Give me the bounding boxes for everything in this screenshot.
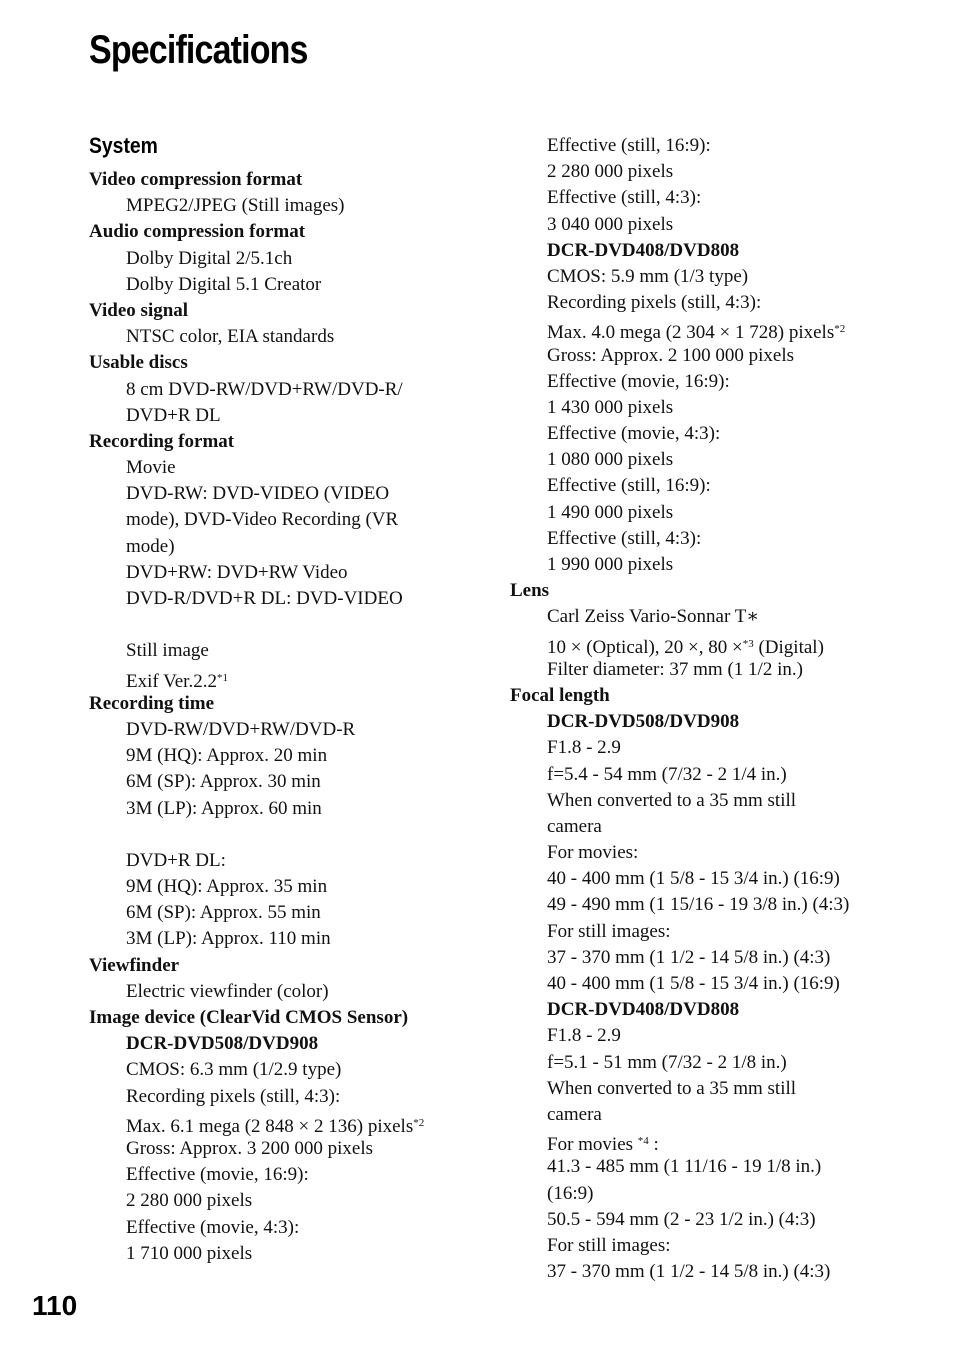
line-text: Effective (still, 4:3): xyxy=(547,187,702,209)
model-subheading xyxy=(510,238,930,264)
spec-value-line xyxy=(89,717,489,743)
spec-value-line xyxy=(89,246,489,272)
line-text: f=5.4 - 54 mm (7/32 - 2 1/4 in.) xyxy=(547,763,787,785)
line-text: Effective (movie, 16:9): xyxy=(547,370,730,392)
line-text: Max. 6.1 mega (2 848 × 2 136) pixels xyxy=(126,1115,414,1137)
line-text: Video compression format xyxy=(89,169,303,190)
line-text: DCR-DVD508/DVD908 xyxy=(126,1033,319,1055)
spec-value-line xyxy=(510,1102,930,1128)
spec-value-line xyxy=(510,762,930,788)
spec-value-line xyxy=(89,769,489,795)
line-text: Filter diameter: 37 mm (1 1/2 in.) xyxy=(547,658,803,680)
spec-value-line xyxy=(89,272,489,298)
line-text: Effective (still, 4:3): xyxy=(547,527,702,549)
spec-value-line xyxy=(510,421,930,447)
line-text: F1.8 - 2.9 xyxy=(547,737,621,759)
line-text: mode) xyxy=(126,535,175,557)
footnote-marker: *2 xyxy=(834,323,846,336)
line-text: 1 490 000 pixels xyxy=(547,501,674,523)
line-text: MPEG2/JPEG (Still images) xyxy=(126,195,345,217)
line-text: 37 - 370 mm (1 1/2 - 14 5/8 in.) (4:3) xyxy=(547,1261,831,1283)
line-text: DCR-DVD408/DVD808 xyxy=(547,999,740,1021)
line-text: 2 280 000 pixels xyxy=(547,161,674,183)
spec-value-line xyxy=(89,900,489,926)
spec-value-line xyxy=(510,892,930,918)
line-text: 41.3 - 485 mm (1 11/16 - 19 1/8 in.) xyxy=(547,1156,822,1178)
line-text: Gross: Approx. 3 200 000 pixels xyxy=(126,1137,373,1159)
line-text: Recording time xyxy=(89,692,215,714)
spec-label xyxy=(89,167,489,193)
line-text: Audio compression format xyxy=(89,221,306,243)
line-text: (16:9) xyxy=(547,1182,594,1204)
line-text: 3M (LP): Approx. 60 min xyxy=(126,797,322,819)
spec-value-line xyxy=(89,507,489,533)
line-text: DVD+R DL xyxy=(126,404,221,426)
spec-value-line xyxy=(510,1076,930,1102)
line-text: Effective (movie, 4:3): xyxy=(547,423,721,445)
spec-value-line xyxy=(510,735,930,761)
spec-value-line xyxy=(89,455,489,481)
spec-value-line xyxy=(510,1050,930,1076)
page-title: Specifications xyxy=(89,28,308,72)
footnote-marker: *2 xyxy=(413,1116,425,1129)
footnote-marker: *3 xyxy=(742,637,754,650)
line-text: DVD+R DL: xyxy=(126,849,226,871)
spec-value-line xyxy=(89,1215,489,1241)
line-text: 9M (HQ): Approx. 20 min xyxy=(126,745,328,767)
spec-label xyxy=(89,298,489,324)
spec-value-line xyxy=(510,1259,930,1285)
line-text: When converted to a 35 mm still xyxy=(547,789,797,811)
line-text-suffix: (Digital) xyxy=(753,636,824,658)
line-text: Still image xyxy=(126,640,209,662)
spec-value-line xyxy=(510,133,930,159)
spec-value-line xyxy=(510,788,930,814)
line-text: Recording pixels (still, 4:3): xyxy=(126,1085,341,1107)
line-text: 40 - 400 mm (1 5/8 - 15 3/4 in.) (16:9) xyxy=(547,868,840,890)
spec-value-line xyxy=(89,1188,489,1214)
spec-value-line xyxy=(510,212,930,238)
spec-value-line xyxy=(89,1241,489,1267)
spec-value-line xyxy=(510,395,930,421)
line-text: Exif Ver.2.2 xyxy=(126,670,217,692)
line-text: camera xyxy=(547,1103,602,1125)
spec-value-line xyxy=(89,926,489,952)
line-text: 9M (HQ): Approx. 35 min xyxy=(126,876,328,898)
line-text: Effective (still, 16:9): xyxy=(547,475,711,497)
footnote-marker: *4 xyxy=(637,1135,649,1148)
spec-value-line xyxy=(510,343,930,369)
spec-value-line xyxy=(89,743,489,769)
line-text: DVD+RW: DVD+RW Video xyxy=(126,561,348,583)
spec-value-line xyxy=(510,971,930,997)
spec-label xyxy=(510,683,930,709)
spec-value-line xyxy=(89,1057,489,1083)
spec-value-line xyxy=(510,1128,930,1154)
line-text: 2 280 000 pixels xyxy=(126,1190,253,1212)
spec-value-line xyxy=(510,840,930,866)
line-text: Usable discs xyxy=(89,352,188,374)
line-text: NTSC color, EIA standards xyxy=(126,326,335,348)
spec-value-line xyxy=(510,1181,930,1207)
line-text: 3 040 000 pixels xyxy=(547,213,674,235)
spec-label xyxy=(89,953,489,979)
spec-value-line xyxy=(89,979,489,1005)
spec-value-line xyxy=(510,1233,930,1259)
line-text: 1 710 000 pixels xyxy=(126,1242,253,1264)
spec-value-line xyxy=(510,526,930,552)
spec-value-line xyxy=(510,919,930,945)
line-text: F1.8 - 2.9 xyxy=(547,1025,621,1047)
line-text: Max. 4.0 mega (2 304 × 1 728) pixels xyxy=(547,322,835,344)
line-text: Recording format xyxy=(89,430,235,452)
line-text: Effective (movie, 16:9): xyxy=(126,1164,309,1186)
spec-label xyxy=(510,578,930,604)
spec-value-line xyxy=(89,1084,489,1110)
spec-value-line xyxy=(89,377,489,403)
line-text: 1 430 000 pixels xyxy=(547,396,674,418)
line-text: 37 - 370 mm (1 1/2 - 14 5/8 in.) (4:3) xyxy=(547,946,831,968)
line-text: camera xyxy=(547,815,602,837)
spec-label xyxy=(89,350,489,376)
line-text: 50.5 - 594 mm (2 - 23 1/2 in.) (4:3) xyxy=(547,1208,816,1230)
spec-value-line xyxy=(89,874,489,900)
spec-list-right xyxy=(510,133,930,1285)
spec-value-line xyxy=(510,1207,930,1233)
spec-value-line xyxy=(510,185,930,211)
model-subheading xyxy=(510,709,930,735)
spec-value-line xyxy=(510,500,930,526)
line-text: 10 × (Optical), 20 ×, 80 × xyxy=(547,636,743,658)
spec-value-line xyxy=(510,552,930,578)
spec-value-line xyxy=(89,796,489,822)
spec-column-left xyxy=(89,133,489,1267)
spec-label xyxy=(89,219,489,245)
spec-value-line xyxy=(89,1162,489,1188)
spec-value-line xyxy=(510,473,930,499)
line-text: CMOS: 5.9 mm (1/3 type) xyxy=(547,265,749,287)
line-text: For still images: xyxy=(547,1234,671,1256)
spec-value-line xyxy=(510,264,930,290)
line-text: Effective (movie, 4:3): xyxy=(126,1216,300,1238)
model-subheading xyxy=(510,997,930,1023)
line-text: DVD-RW: DVD-VIDEO (VIDEO xyxy=(126,483,390,505)
line-text: 3M (LP): Approx. 110 min xyxy=(126,928,331,950)
line-text: Recording pixels (still, 4:3): xyxy=(547,292,762,314)
blank-line xyxy=(89,822,489,848)
line-text: f=5.1 - 51 mm (7/32 - 2 1/8 in.) xyxy=(547,1051,787,1073)
line-text: 40 - 400 mm (1 5/8 - 15 3/4 in.) (16:9) xyxy=(547,973,840,994)
line-text: DVD-RW/DVD+RW/DVD-R xyxy=(126,718,356,740)
line-text: 8 cm DVD-RW/DVD+RW/DVD-R/ xyxy=(126,378,403,400)
spec-label xyxy=(89,1005,489,1031)
line-text: 1 080 000 pixels xyxy=(547,449,674,471)
section-heading-system: System xyxy=(89,133,158,158)
line-text: Lens xyxy=(510,580,550,602)
line-text: For movies xyxy=(547,1134,638,1156)
spec-value-line xyxy=(89,560,489,586)
blank-line xyxy=(89,612,489,638)
spec-label xyxy=(89,429,489,455)
line-text: Gross: Approx. 2 100 000 pixels xyxy=(547,344,794,366)
line-text-suffix: : xyxy=(648,1134,659,1156)
line-text: Carl Zeiss Vario-Sonnar T∗ xyxy=(547,606,760,628)
line-text: Focal length xyxy=(510,684,610,706)
model-subheading xyxy=(89,1031,489,1057)
spec-value-line xyxy=(510,866,930,892)
spec-value-line xyxy=(89,193,489,219)
spec-value-line xyxy=(89,848,489,874)
line-text: DCR-DVD408/DVD808 xyxy=(547,239,740,261)
spec-value-line xyxy=(510,159,930,185)
spec-list-left xyxy=(89,167,489,1267)
spec-value-line xyxy=(89,324,489,350)
line-text: For movies: xyxy=(547,842,639,864)
spec-value-line xyxy=(510,631,930,657)
spec-value-line xyxy=(89,403,489,429)
spec-value-line xyxy=(510,604,930,630)
spec-value-line xyxy=(89,1136,489,1162)
spec-value-line xyxy=(89,534,489,560)
spec-value-line xyxy=(510,1154,930,1180)
spec-value-line xyxy=(89,481,489,507)
spec-value-line xyxy=(510,447,930,473)
spec-value-line xyxy=(510,945,930,971)
spec-value-line xyxy=(510,1023,930,1049)
line-text: For still images: xyxy=(547,920,671,942)
line-text: CMOS: 6.3 mm (1/2.9 type) xyxy=(126,1059,342,1081)
spec-value-line xyxy=(89,1110,489,1136)
page-number: 110 xyxy=(32,1290,78,1321)
line-text: mode), DVD-Video Recording (VR xyxy=(126,509,399,531)
line-text: DCR-DVD508/DVD908 xyxy=(547,711,740,733)
line-text: Viewfinder xyxy=(89,954,180,976)
spec-label xyxy=(89,691,489,717)
line-text: Effective (still, 16:9): xyxy=(547,135,711,156)
spec-value-line xyxy=(89,638,489,664)
line-text: Electric viewfinder (color) xyxy=(126,980,329,1002)
spec-value-line xyxy=(510,657,930,683)
spec-value-line xyxy=(89,586,489,612)
line-text: 6M (SP): Approx. 55 min xyxy=(126,902,321,924)
line-text: 1 990 000 pixels xyxy=(547,554,674,575)
line-text: Dolby Digital 5.1 Creator xyxy=(126,273,322,295)
footnote-marker: *1 xyxy=(216,671,228,684)
line-text: Movie xyxy=(126,457,176,479)
spec-value-line xyxy=(510,369,930,395)
spec-value-line xyxy=(510,316,930,342)
line-text: When converted to a 35 mm still xyxy=(547,1077,797,1099)
spec-value-line xyxy=(510,814,930,840)
line-text: 49 - 490 mm (1 15/16 - 19 3/8 in.) (4:3) xyxy=(547,894,850,916)
line-text: 6M (SP): Approx. 30 min xyxy=(126,771,321,793)
spec-column-right xyxy=(510,133,930,1285)
line-text: Video signal xyxy=(89,299,189,321)
spec-value-line xyxy=(510,290,930,316)
line-text: DVD-R/DVD+R DL: DVD-VIDEO xyxy=(126,588,403,609)
line-text: Image device (ClearVid CMOS Sensor) xyxy=(89,1007,409,1028)
line-text: Dolby Digital 2/5.1ch xyxy=(126,247,293,269)
spec-value-line xyxy=(89,665,489,691)
